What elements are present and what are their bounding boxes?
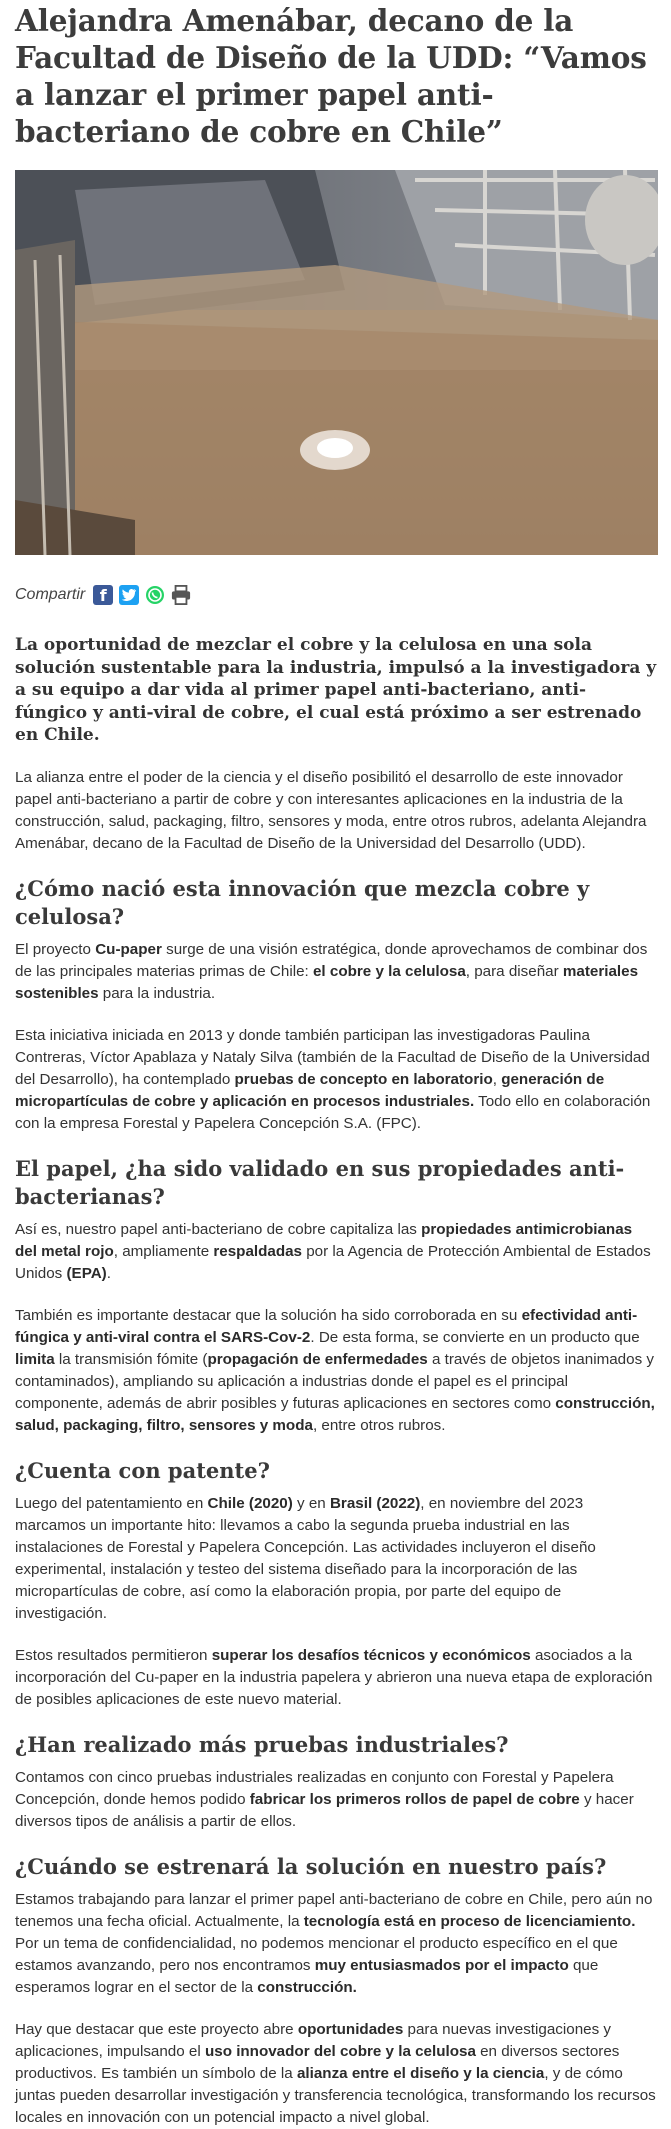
article-lead: La oportunidad de mezclar el cobre y la celulosa en una sola solución sustentable para la industria, impulsó a la investigadora y a su equipo a dar vida al primer papel anti-bacteriano, anti-fúngico y anti-viral de cobre, el cual está próximo a ser estrenado en Chile. — [15, 635, 657, 745]
section-paragraph — [15, 1219, 657, 1285]
bold-text: propiedades antimicrobianas del metal rojo — [15, 1220, 633, 1260]
text-run: y en — [292, 1494, 330, 1512]
bold-text: superar los desafíos técnicos y económicos — [211, 1646, 531, 1664]
facebook-glyph: f — [99, 585, 107, 605]
bold-text: fabricar los primeros rollos de papel de cobre — [249, 1790, 580, 1808]
section-heading: ¿Cómo nació esta innovación que mezcla cobre y celulosa? — [15, 875, 590, 929]
text-run: , y de cómo juntas pueden desarrollar investigación y transferencia tecnológica, transformando los recursos locales en innovación con un potencial impacto a nivel global. — [15, 2064, 656, 2126]
article-title: Alejandra Amenábar, decano de la Facultad de Diseño de la UDD: “Vamos a lanzar el primer papel anti-bacteriano de cobre en Chile” — [15, 3, 647, 149]
text-run: Todo ello en colaboración con la empresa Forestal y Papelera Concepción S.A. (FPC). — [15, 1092, 651, 1132]
bold-text: el cobre y la celulosa — [312, 962, 466, 980]
text-run: , entre otros rubros. — [312, 1416, 446, 1434]
print-icon[interactable] — [171, 585, 191, 605]
text-run: Contamos con cinco pruebas industriales realizadas en conjunto con Forestal y Papelera Concepción, donde hemos podido — [15, 1768, 614, 1808]
section-heading: El papel, ¿ha sido validado en sus propiedades anti-bacterianas? — [15, 1155, 625, 1209]
text-run: surge de una visión estratégica, donde aprovechamos de combinar dos de las principales materias primas de Chile: — [15, 940, 648, 980]
bold-text: tecnología está en proceso de licenciamiento. — [303, 1912, 636, 1930]
bold-text: construcción, salud, packaging, filtro, sensores y moda — [15, 1394, 655, 1434]
section-paragraph — [15, 1889, 657, 1999]
bold-text: limita — [15, 1350, 55, 1368]
text-run: También es importante destacar que la solución ha sido corroborada en su — [15, 1306, 522, 1324]
bold-text: uso innovador del cobre y la celulosa — [204, 2042, 476, 2060]
text-run: , ampliamente — [113, 1242, 214, 1260]
bold-text: Brasil (2022) — [329, 1494, 421, 1512]
text-run: que esperamos lograr en el sector de la — [15, 1956, 599, 1996]
text-run: El proyecto — [15, 940, 96, 958]
text-run: la transmisión fómite ( — [54, 1350, 208, 1368]
share-label: Compartir — [15, 586, 86, 603]
section-paragraph — [15, 939, 657, 1005]
text-run: para la industria. — [98, 984, 216, 1002]
text-run: por la Agencia de Protección Ambiental de Estados Unidos — [15, 1242, 651, 1282]
text-run: Esta iniciativa iniciada en 2013 y donde también participan las investigadoras Paulina Contreras, Víctor Apablaza y Nataly Silva (también de la Facultad de Diseño de la Universidad del Desarrollo), ha contemplado — [15, 1026, 650, 1088]
section-paragraph — [15, 1645, 657, 1711]
paper-mill-machine-photo — [15, 170, 658, 555]
section-heading: ¿Han realizado más pruebas industriales? — [15, 1731, 509, 1757]
bold-text: construcción. — [257, 1978, 357, 1996]
facebook-icon[interactable] — [93, 585, 113, 605]
section-paragraph — [15, 1305, 657, 1437]
text-run: Estamos trabajando para lanzar el primer papel anti-bacteriano de cobre en Chile, pero aún no tenemos una fecha oficial. Actualmente, la — [15, 1890, 653, 1930]
bold-text: propagación de enfermedades — [207, 1350, 428, 1368]
text-run: . — [106, 1264, 111, 1282]
bold-text: respaldadas — [213, 1242, 303, 1260]
section-heading: ¿Cuándo se estrenará la solución en nuestro país? — [15, 1853, 607, 1879]
text-run: , para diseñar — [465, 962, 563, 980]
text-run: , en noviembre del 2023 marcamos un importante hito: llevamos a cabo la segunda prueba industrial en las instalaciones de Forestal y Papelera Concepción. Las actividades incluyeron el diseño experimental, instalación y testeo del sistema diseñado para la incorporación de las micropartículas de cobre, así como la elaboración propia, por parte del equipo de investigación. — [15, 1494, 596, 1622]
text-run: . De esta forma, se convierte en un producto que — [310, 1328, 640, 1346]
text-run: , — [492, 1070, 502, 1088]
text-run: en diversos sectores productivos. Es también un símbolo de la — [15, 2042, 620, 2082]
bold-text: Cu-paper — [95, 940, 162, 958]
text-run: Luego del patentamiento en — [15, 1494, 208, 1512]
bold-text: muy entusiasmados por el impacto — [314, 1956, 569, 1974]
article — [0, 2, 671, 2129]
bold-text: efectividad anti-fúngica y anti-viral contra el SARS-Cov-2 — [15, 1306, 638, 1346]
text-run: y hacer diversos tipos de análisis a partir de ellos. — [15, 1790, 634, 1830]
bold-text: generación de micropartículas de cobre y aplicación en procesos industriales. — [15, 1070, 605, 1110]
article-intro: La alianza entre el poder de la ciencia y el diseño posibilitó el desarrollo de este innovador papel anti-bacteriano a partir de cobre y con interesantes aplicaciones en la industria de la construcción, salud, packaging, filtro, sensores y moda, entre otros rubros, adelanta Alejandra Amenábar, decano de la Facultad de Diseño de la Universidad del Desarrollo (UDD). — [15, 768, 647, 852]
text-run: Así es, nuestro papel anti-bacteriano de cobre capitaliza las — [15, 1220, 422, 1238]
bold-text: pruebas de concepto en laboratorio — [234, 1070, 493, 1088]
section-heading: ¿Cuenta con patente? — [15, 1457, 270, 1483]
text-run: Hay que destacar que este proyecto abre — [15, 2020, 298, 2038]
bold-text: Chile (2020) — [207, 1494, 293, 1512]
share-bar — [15, 582, 657, 608]
twitter-icon[interactable] — [119, 585, 139, 605]
section-paragraph — [15, 2019, 657, 2129]
bold-text: (EPA) — [66, 1264, 107, 1282]
text-run: Por un tema de confidencialidad, no podemos mencionar el producto específico en el que estamos avanzando, pero nos encontramos — [15, 1934, 618, 1974]
text-run: asociados a la incorporación del Cu-paper en la industria papelera y abrieron una nueva etapa de exploración de posibles aplicaciones de este nuevo material. — [15, 1646, 653, 1708]
hero-image — [15, 170, 658, 555]
text-run: para nuevas investigaciones y aplicaciones, impulsando el — [15, 2020, 611, 2060]
bold-text: alianza entre el diseño y la ciencia — [296, 2064, 545, 2082]
section-paragraph — [15, 1493, 657, 1625]
text-run: a través de objetos inanimados y contaminados), ampliando su aplicación a industrias donde el papel es el principal componente, además de abrir posibles y futuras aplicaciones en sectores como — [15, 1350, 654, 1412]
bold-text: materiales sostenibles — [15, 962, 639, 1002]
section-paragraph — [15, 1025, 657, 1135]
whatsapp-icon[interactable] — [145, 585, 165, 605]
bold-text: oportunidades — [297, 2020, 404, 2038]
text-run: Estos resultados permitieron — [15, 1646, 212, 1664]
section-paragraph — [15, 1767, 657, 1833]
article-body — [15, 875, 657, 2129]
